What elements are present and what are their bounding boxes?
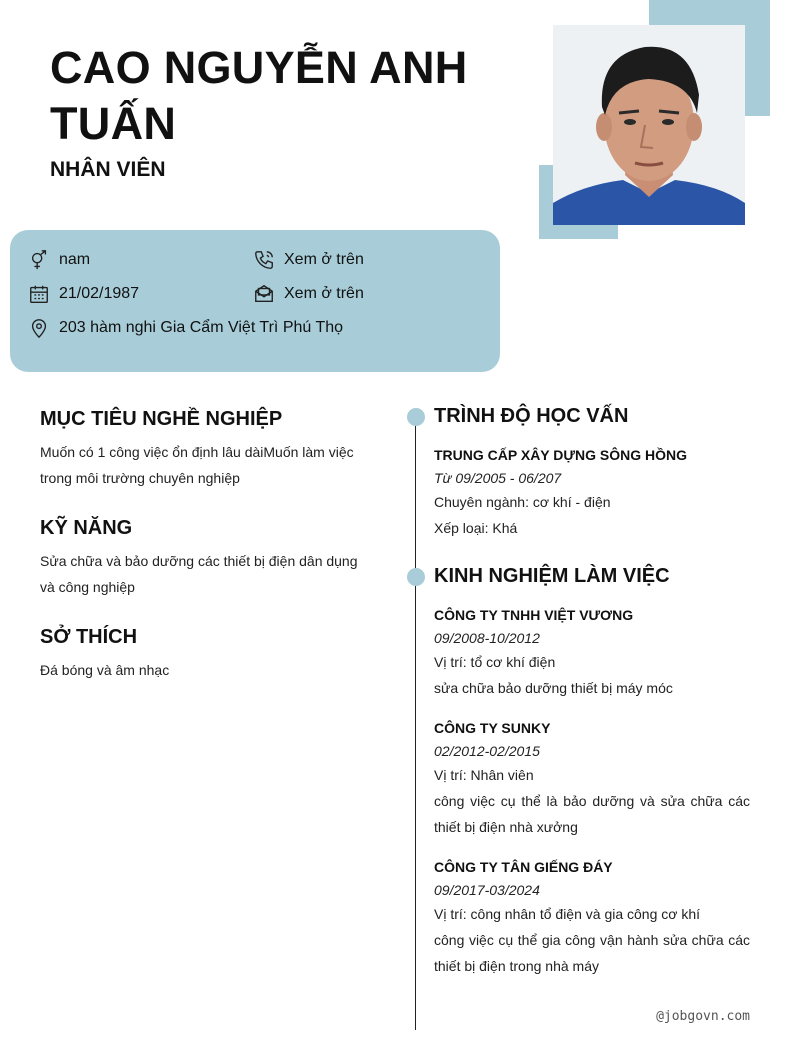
job-role: Vị trí: tổ cơ khí điện	[434, 654, 556, 670]
phone-icon	[253, 249, 275, 271]
gender-value: nam	[59, 251, 91, 268]
job-dates: 09/2008-10/2012	[434, 630, 540, 646]
hobbies-text: Đá bóng và âm nhạc	[40, 662, 170, 678]
mail-icon	[253, 283, 275, 305]
contact-birthdate	[28, 283, 139, 305]
education-entry	[434, 443, 750, 541]
birthdate-value: 21/02/1987	[59, 285, 140, 302]
job-role: Vị trí: Nhân viên	[434, 767, 534, 783]
job-entry	[434, 855, 750, 979]
contact-phone	[253, 249, 364, 271]
timeline-line	[415, 416, 416, 1030]
education-dates: Từ 09/2005 - 06/207	[434, 470, 562, 486]
job-description: sửa chữa bảo dưỡng thiết bị máy móc	[434, 680, 673, 696]
job-entry	[434, 603, 750, 701]
job-company: CÔNG TY TNHH VIỆT VƯƠNG	[434, 607, 634, 623]
contact-panel	[10, 230, 500, 372]
job-description: công việc cụ thể là bảo dưỡng và sửa chữa các thiết bị điện nhà xưởng	[434, 793, 750, 835]
calendar-icon	[28, 283, 50, 305]
objective-text: Muốn có 1 công việc ổn định lâu dàiMuốn làm việc trong môi trường chuyên nghiệp	[40, 444, 354, 486]
job-dates: 09/2017-03/2024	[434, 882, 540, 898]
candidate-name: CAO NGUYỄN ANH TUẤN	[50, 42, 468, 149]
job-entry	[434, 716, 750, 840]
contact-email	[253, 283, 364, 305]
skills-text: Sửa chữa và bảo dưỡng các thiết bị điện dân dụng và công nghiệp	[40, 553, 358, 595]
phone-value: Xem ở trên	[284, 251, 364, 268]
skills-heading: KỸ NĂNG	[40, 517, 133, 539]
job-company: CÔNG TY SUNKY	[434, 720, 551, 736]
hobbies-heading: SỞ THÍCH	[40, 626, 138, 648]
profile-photo	[553, 25, 745, 225]
education-major: Chuyên ngành: cơ khí - điện	[434, 494, 611, 510]
address-value: 203 hàm nghi Gia Cẩm Việt Trì Phú Thọ	[59, 319, 344, 336]
gender-icon	[28, 249, 50, 271]
job-role: Vị trí: công nhân tổ điện và gia công cơ khí	[434, 906, 701, 922]
job-dates: 02/2012-02/2015	[434, 743, 540, 759]
education-rank: Xếp loại: Khá	[434, 520, 518, 536]
job-company: CÔNG TY TÂN GIẾNG ĐÁY	[434, 859, 613, 875]
experience-heading: KINH NGHIỆM LÀM VIỆC	[434, 565, 670, 587]
location-pin-icon	[28, 317, 50, 339]
school-name: TRUNG CẤP XÂY DỰNG SÔNG HỒNG	[434, 447, 688, 463]
experience-timeline-dot	[407, 568, 425, 586]
education-timeline-dot	[407, 408, 425, 426]
job-title: NHÂN VIÊN	[50, 158, 166, 181]
contact-address	[28, 317, 343, 339]
contact-gender	[28, 249, 90, 271]
job-description: công việc cụ thể gia công vận hành sửa chữa các thiết bị điện trong nhà máy	[434, 932, 750, 974]
watermark: @jobgovn.com	[656, 1009, 750, 1024]
objective-heading: MỤC TIÊU NGHỀ NGHIỆP	[40, 408, 283, 430]
email-value: Xem ở trên	[284, 285, 364, 302]
education-heading: TRÌNH ĐỘ HỌC VẤN	[434, 405, 629, 427]
